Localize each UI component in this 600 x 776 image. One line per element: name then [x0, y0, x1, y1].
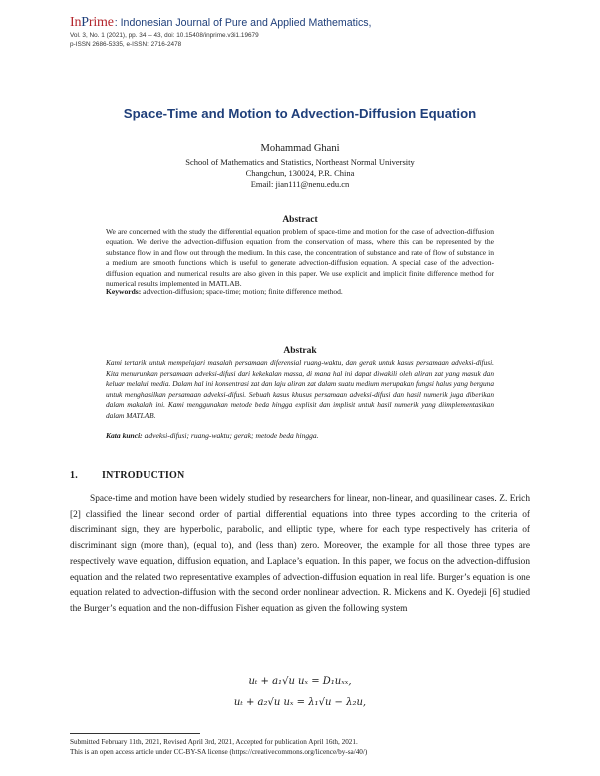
- intro-paragraph: Space-time and motion have been widely studied by researchers for linear, non-linear, and quasilinear cases. Z. Erich [2] classified the linear second order of partial differential equations into three types according to the criteria of discriminant sign, they are hyperbolic, parabolic, and elliptic type, where for each type respectively has criteria of discriminant sign (more than), (equal to), and (less than) zero. Moreover, the example for all those three types are respectively wave equation, diffusion equation, and Laplace’s equation. In this paper, we focus on the advection-diffusion equation and the related two representative examples of advection-diffusion equation in real life. Burger’s equation is one equation related to advection-diffusion with the second order nonlinear advection. R. Mickens and K. Oyedeji [6] studied the Burger’s equation and the non-diffusion Fisher equation as given the following system: [70, 494, 530, 614]
- volume-line: Vol. 3, No. 1 (2021), pp. 34 – 43, doi: 10.15408/inprime.v3i1.19679: [70, 32, 259, 39]
- author-name: Mohammad Ghani: [260, 143, 340, 154]
- affiliation-line: School of Mathematics and Statistics, Northeast Normal University: [185, 157, 415, 167]
- license-line: This is an open access article under CC-BY-SA license (https://creativecommons.org/licence/by-sa/40/): [70, 748, 368, 757]
- kata-kunci-label: Kata kunci:: [106, 431, 143, 440]
- keywords: [106, 287, 494, 297]
- footnote: [70, 737, 540, 757]
- journal-header: [70, 16, 540, 49]
- abstrak-heading: Abstrak: [283, 346, 317, 356]
- journal-name: : Indonesian Journal of Pure and Applied Mathematics,: [114, 17, 372, 29]
- affiliation-line: Changchun, 130024, P.R. China: [245, 168, 355, 178]
- journal-logo: InPrime: [70, 15, 114, 30]
- footnote-rule: [70, 733, 200, 734]
- affiliation: [0, 157, 600, 190]
- equation-2: uₜ + a₂√u uₓ = λ₁√u − λ₂u,: [233, 697, 367, 708]
- email-line: Email: jian111@nenu.edu.cn: [250, 179, 350, 189]
- section-number: 1.: [70, 470, 78, 481]
- issn-line: p-ISSN 2686-5335, e-ISSN: 2716-2478: [70, 40, 182, 48]
- section-heading: [70, 470, 184, 481]
- section-title: INTRODUCTION: [102, 470, 185, 481]
- paper-title: Space-Time and Motion to Advection-Diffusion Equation: [123, 106, 477, 121]
- kata-kunci: [106, 431, 494, 441]
- abstrak-text: Kami tertarik untuk mempelajari masalah persamaan diferensial ruang-waktu, dan gerak untuk kasus persamaan adveksi-difusi. Kita menurunkan persamaan adveksi-difusi dari kekekalan massa, di mana hal ini dapat diwakili oleh aliran zat yang masuk dan keluar melalui media. Dalam hal ini konsentrasi zat dan laju aliran zat dalam suatu medium merupakan fungsi halus yang berguna untuk menghasilkan persamaan adveksi-difusi. Sebuah kasus khusus persamaan adveksi-difusi dan hasil numerik juga diberikan dalam makalah ini. Kami menggunakan metode beda hingga explisit dan implisit untuk hasil numerik yang diimplementasikan dalam MATLAB.: [106, 358, 494, 420]
- equation-1: uₜ + a₁√u uₓ = D₁uₓₓ,: [248, 676, 352, 687]
- submission-dates: Submitted February 11th, 2021, Revised April 3rd, 2021, Accepted for publication April 16th, 2021.: [70, 738, 358, 746]
- kata-kunci-list: adveksi-difusi; ruang-waktu; gerak; metode beda hingga.: [142, 431, 319, 440]
- abstract-heading: Abstract: [282, 215, 318, 225]
- keywords-list: advection-diffusion; space-time; motion; finite difference method.: [141, 287, 343, 296]
- keywords-label: Keywords:: [106, 287, 142, 296]
- abstract-text: We are concerned with the study the differential equation problem of space-time and motion for the case of advection-diffusion equation. We derive the advection-diffusion equation from the conservation of mass, where this can be represented by the substance flow in and flow out through the medium. In this case, the concentration of substance and rate of flow of substance in a medium are smooth functions which is useful to generate advection-diffusion equation. A special case of the advection-diffusion equation and numerical results are also given in this paper. We use explicit and implicit finite difference method for numerical results implemented in MATLAB.: [106, 227, 494, 289]
